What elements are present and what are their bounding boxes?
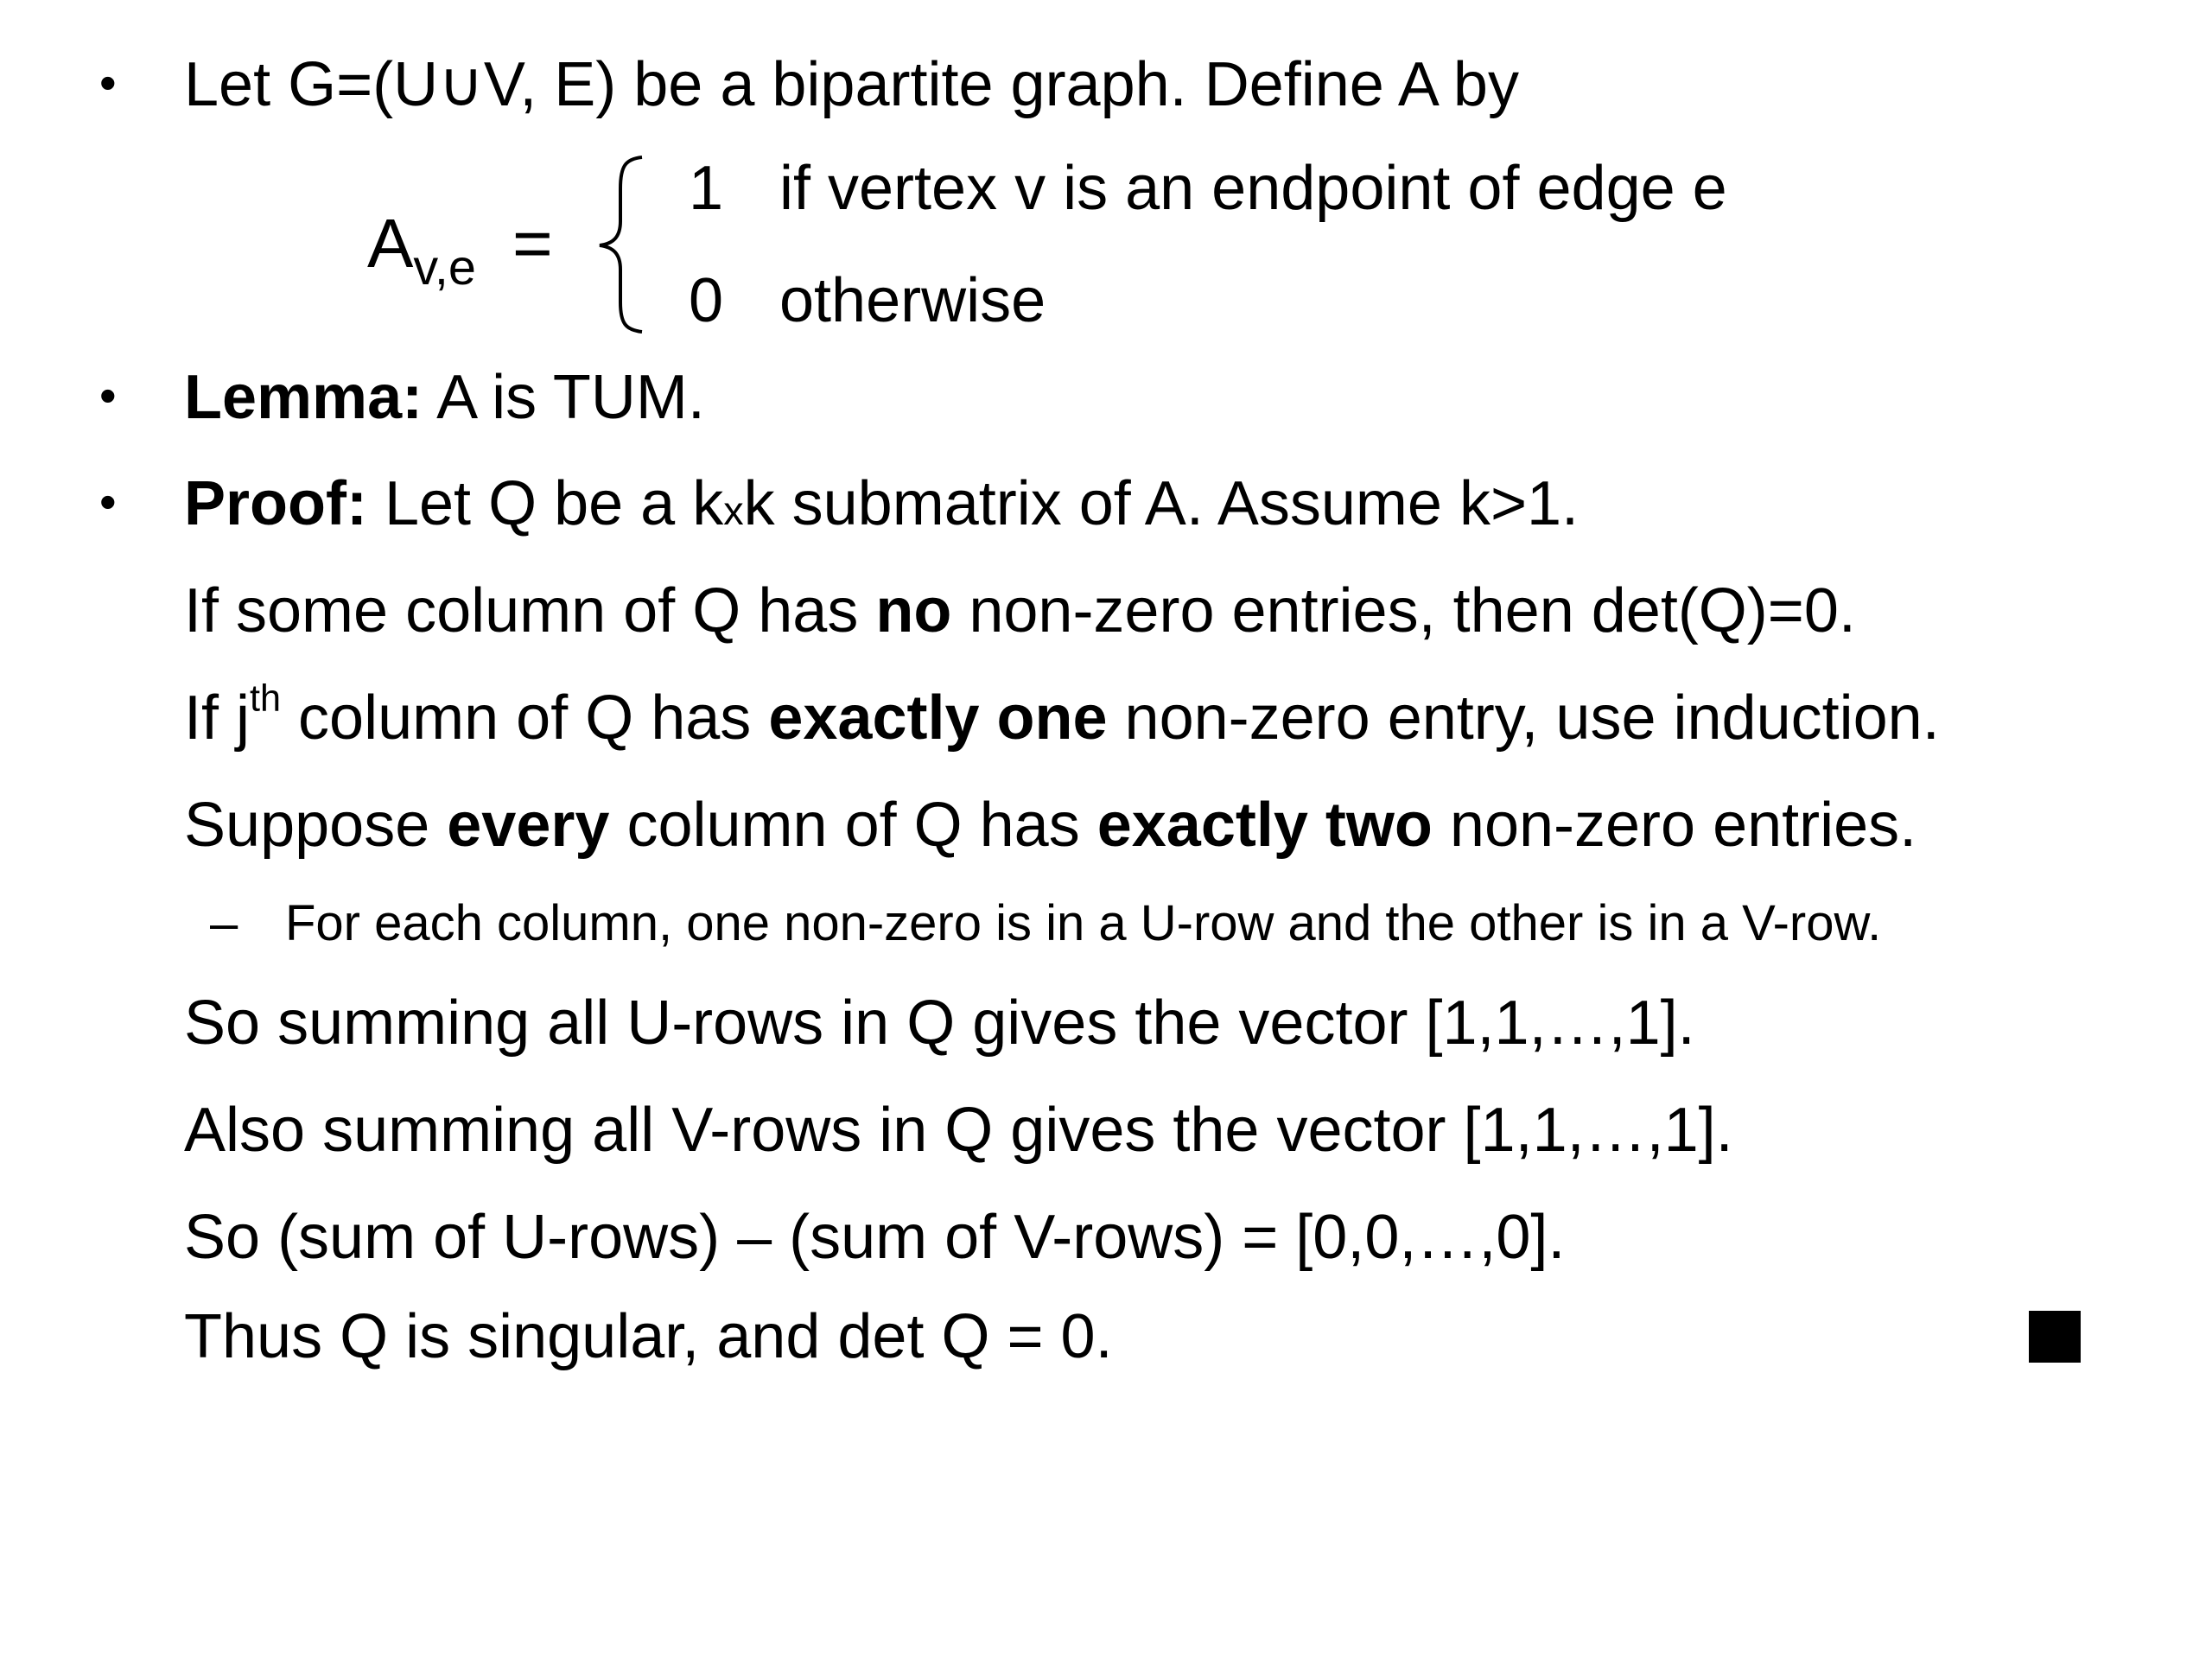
lemma-label: Lemma: <box>184 363 423 432</box>
proof-exactly-two-line <box>184 791 1917 860</box>
bullet-icon: • <box>99 368 117 423</box>
proof-conclusion-line: Thus Q is singular, and det Q = 0. <box>184 1302 1113 1371</box>
proof-difference-line: So (sum of U-rows) – (sum of V-rows) = [0,0,…,0]. <box>184 1203 1566 1272</box>
sub-bullet-dash: – <box>210 895 238 951</box>
p2-c: exactly one <box>768 683 1108 753</box>
lemma-text: A is TUM. <box>423 363 705 432</box>
p2-sup: th <box>250 677 282 720</box>
definition-equals: = <box>512 205 553 282</box>
proof-text-a: Let Q be a k <box>366 469 724 538</box>
p3-c: column of Q has <box>609 791 1097 860</box>
p2-d: non-zero entry, use induction. <box>1107 683 1940 753</box>
bullet-icon: • <box>99 474 117 529</box>
case1-value: 1 <box>689 154 724 223</box>
bullet-icon: • <box>99 55 117 110</box>
qed-square-icon <box>2029 1311 2081 1363</box>
definition-lhs <box>367 205 476 296</box>
sub-bullet-text: For each column, one non-zero is in a U-row and the other is in a V-row. <box>285 895 1882 951</box>
proof-label: Proof: <box>184 469 367 538</box>
times-symbol: x <box>723 488 744 533</box>
lhs-symbol: A <box>367 205 414 282</box>
proof-v-rows-line: Also summing all V-rows in Q gives the vector [1,1,…,1]. <box>184 1096 1733 1165</box>
case2-text: otherwise <box>779 266 1046 335</box>
p3-b: every <box>447 791 610 860</box>
curly-brace-icon <box>594 154 646 335</box>
intro-line: Let G=(U∪V, E) be a bipartite graph. Define A by <box>184 50 1519 119</box>
p2-a: If j <box>184 683 251 753</box>
proof-line <box>184 469 1580 538</box>
p3-a: Suppose <box>184 791 448 860</box>
p1-b: no <box>875 576 952 645</box>
proof-no-nonzero-line <box>184 576 1856 645</box>
proof-u-rows-line: So summing all U-rows in Q gives the vector [1,1,…,1]. <box>184 988 1695 1058</box>
p1-a: If some column of Q has <box>184 576 876 645</box>
p2-b: column of Q has <box>281 683 769 753</box>
proof-text-b: k submatrix of A. Assume k>1. <box>743 469 1580 538</box>
p3-d: exactly two <box>1096 791 1433 860</box>
lemma-line <box>184 363 705 432</box>
lhs-subscript: v,e <box>413 240 476 296</box>
case2-value: 0 <box>689 266 724 335</box>
proof-exactly-one-line <box>184 677 1940 753</box>
case1-text: if vertex v is an endpoint of edge e <box>779 154 1727 223</box>
p3-e: non-zero entries. <box>1432 791 1917 860</box>
p1-c: non-zero entries, then det(Q)=0. <box>951 576 1856 645</box>
